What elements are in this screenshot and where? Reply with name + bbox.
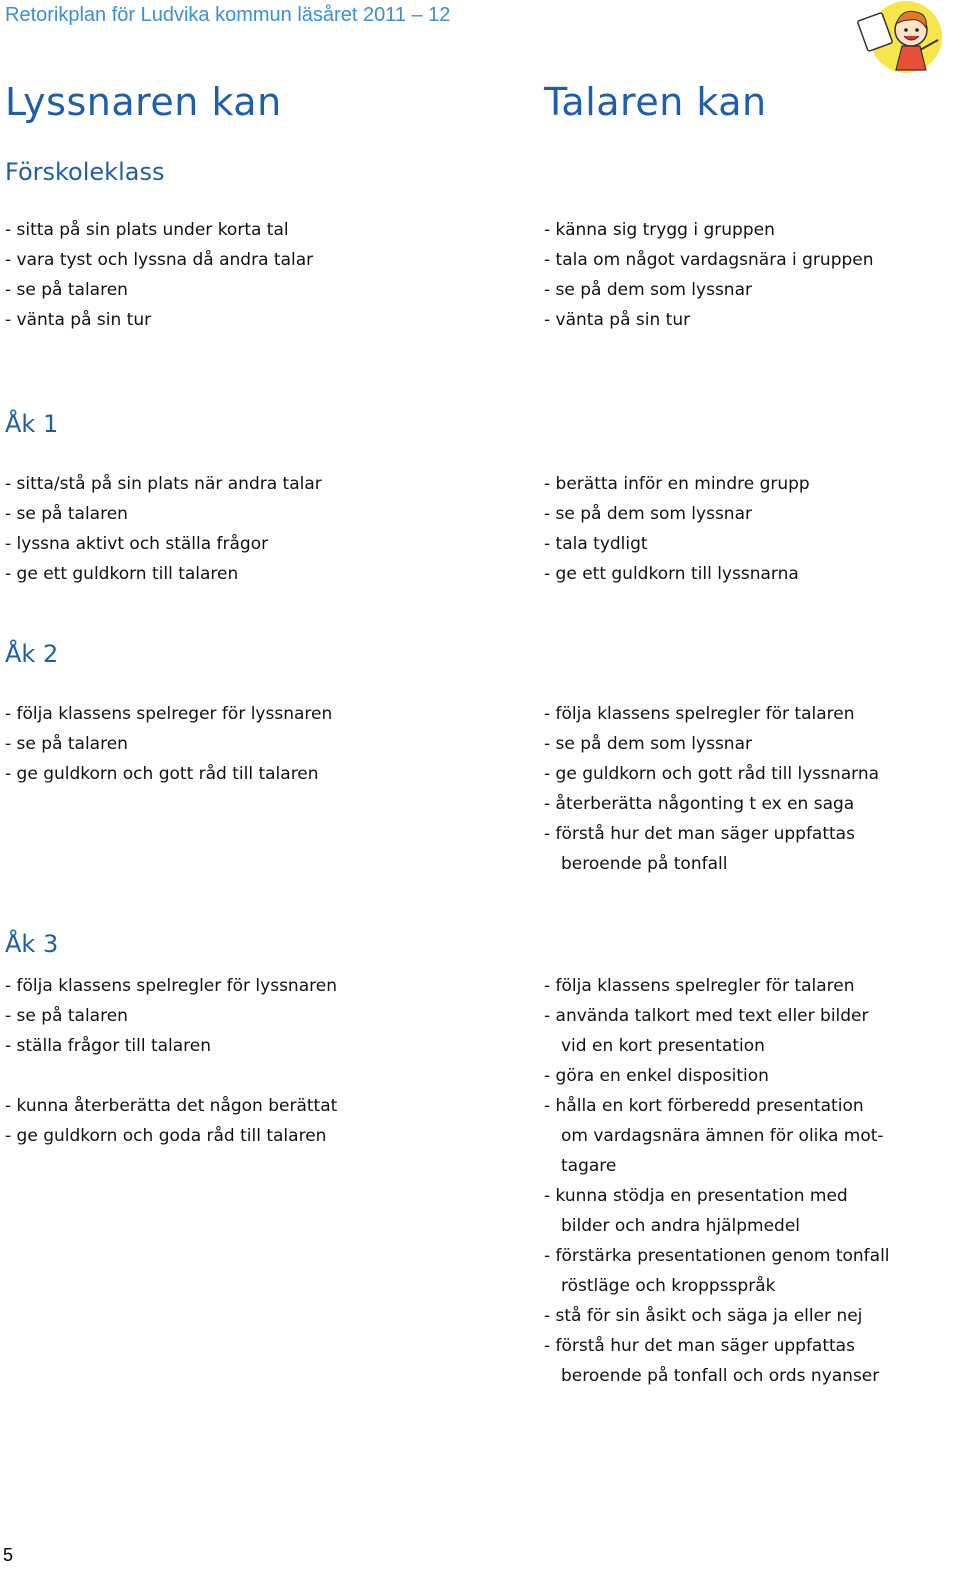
list-item: - följa klassens spelregler för talaren [544, 704, 855, 724]
list-item: - se på talaren [5, 280, 128, 300]
listener-list-forskoleklass [5, 215, 313, 335]
listener-list-ak2 [5, 699, 332, 789]
list-item: - ge guldkorn och gott råd till lyssnarna [544, 764, 880, 784]
list-item: - sitta på sin plats under korta tal [5, 220, 289, 240]
list-item: - tala tydligt [544, 534, 648, 554]
list-item-continuation: beroende på tonfall [561, 854, 728, 874]
list-item-continuation: röstläge och kroppsspråk [561, 1276, 776, 1296]
speaker-column-title: Talaren kan [544, 80, 767, 124]
list-item: - se på talaren [5, 1006, 128, 1026]
page-number: 5 [3, 1545, 14, 1565]
list-item: - ställa frågor till talaren [5, 1036, 212, 1056]
speaker-list-ak3 [544, 971, 890, 1391]
list-item: - ge ett guldkorn till lyssnarna [544, 564, 799, 584]
list-item: - se på dem som lyssnar [544, 280, 752, 300]
list-item: - se på dem som lyssnar [544, 734, 752, 754]
list-item: - använda talkort med text eller bilder [544, 1006, 869, 1026]
list-item: - följa klassens spelreger för lyssnaren [5, 704, 333, 724]
speaker-list-ak2 [544, 699, 879, 879]
listener-column-title: Lyssnaren kan [5, 80, 282, 124]
speaker-list-ak1 [544, 469, 810, 589]
list-item: - ge guldkorn och goda råd till talaren [5, 1126, 327, 1146]
section-title-forskoleklass: Förskoleklass [5, 158, 165, 186]
list-item: - ge ett guldkorn till talaren [5, 564, 239, 584]
list-item: - göra en enkel disposition [544, 1066, 769, 1086]
document-header: Retorikplan för Ludvika kommun läsåret 2011 – 12 [5, 4, 451, 26]
listener-list-ak3 [5, 971, 337, 1151]
list-item: - berätta inför en mindre grupp [544, 474, 810, 494]
list-item-continuation: vid en kort presentation [561, 1036, 765, 1056]
list-item: - sitta/stå på sin plats när andra talar [5, 474, 322, 494]
listener-list-ak1 [5, 469, 322, 589]
list-item: - kunna stödja en presentation med [544, 1186, 848, 1206]
list-item: - ge guldkorn och gott råd till talaren [5, 764, 319, 784]
list-item: - se på dem som lyssnar [544, 504, 752, 524]
list-item: - vänta på sin tur [544, 310, 691, 330]
list-item-continuation: bilder och andra hjälpmedel [561, 1216, 801, 1236]
list-item: - tala om något vardagsnära i gruppen [544, 250, 874, 270]
list-item: - känna sig trygg i gruppen [544, 220, 775, 240]
list-item: - förstärka presentationen genom tonfall [544, 1246, 890, 1266]
list-item-continuation: tagare [561, 1156, 617, 1176]
section-title-ak3: Åk 3 [5, 930, 59, 958]
section-title-ak1: Åk 1 [5, 410, 59, 438]
list-item: - hålla en kort förberedd presentation [544, 1096, 864, 1116]
list-spacer [5, 1061, 337, 1091]
list-item: - följa klassens spelregler för lyssnaren [5, 976, 337, 996]
list-item: - se på talaren [5, 734, 128, 754]
list-item: - stå för sin åsikt och säga ja eller nej [544, 1306, 863, 1326]
list-item: - lyssna aktivt och ställa frågor [5, 534, 269, 554]
speaker-list-forskoleklass [544, 215, 874, 335]
section-title-ak2: Åk 2 [5, 640, 59, 668]
list-item: - kunna återberätta det någon berättat [5, 1096, 338, 1116]
mascot-illustration [856, 0, 952, 74]
list-item-continuation: om vardagsnära ämnen för olika mot- [561, 1126, 884, 1146]
list-item: - vara tyst och lyssna då andra talar [5, 250, 314, 270]
list-item: - följa klassens spelregler för talaren [544, 976, 855, 996]
list-item: - förstå hur det man säger uppfattas [544, 824, 855, 844]
list-item-continuation: beroende på tonfall och ords nyanser [561, 1366, 880, 1386]
list-item: - återberätta någonting t ex en saga [544, 794, 855, 814]
list-item: - förstå hur det man säger uppfattas [544, 1336, 855, 1356]
list-item: - vänta på sin tur [5, 310, 152, 330]
list-item: - se på talaren [5, 504, 128, 524]
